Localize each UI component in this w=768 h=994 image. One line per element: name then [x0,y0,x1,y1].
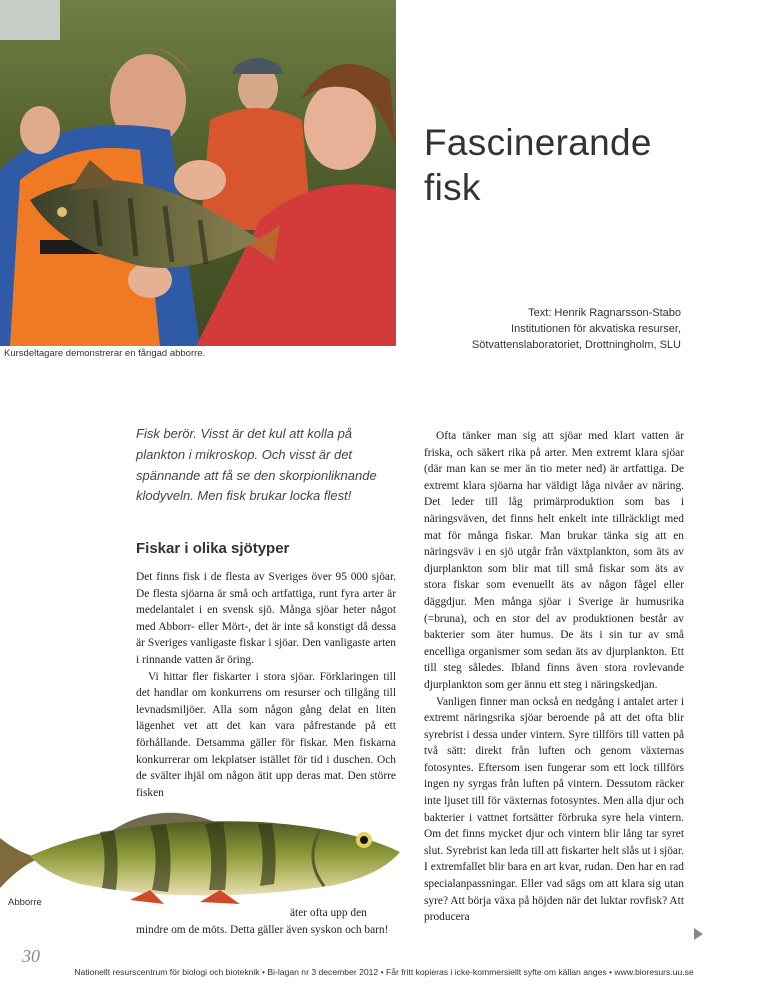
right-paragraph-2: Vanligen finner man också en nedgång i antalet arter i extremt näringsrika sjöar beroende på att det ofta blir syrebrist i dessa under vintern. Syre tillförs till vatten på två sätt: direkt från luften och genom växternas fotosyntes. Eftersom isen fungerar som ett lock tillförs ingen ny syrgas från luften på vintern. Dessutom räcker inte ljuset till för växternas fotosyntes. Men alla djur och bakterier i vattnet fortsätter förbruka syre hela vintern. Om det finns mycket djur och vintern blir lång tar syret slut. Syrebrist kan leda till att fiskarter helt slås ut i sjöar. I extremfallet blir bara en art kvar, rudan. Den har en rad specialanpassningar. Eller vad sägs om att klara sig utan syre? Att börja växa på höjden när det luktar rovfisk? Att producera [424,695,684,924]
title-line-1: Fascinerande [424,122,652,163]
right-paragraph-1: Ofta tänker man sig att sjöar med klart vatten är friska, och säkert rika på arter. Men extremt klara sjöar (där man kan se mer än tio meter ned) är artfattiga. De extremt klara sjöarna har väldigt låga nivåer av näring. Det leder till låg primärproduktion som bas i näringsväven, det finns helt enkelt inte tillräckligt med mat för många fiskar. Man brukar tänka sig att en näringsväv i en sjö utgår från växtplankton, som äts av djurplankton som blir mat till små fiskar som äts av stora fiskar som evenuellt äts av någon fågel eller däggdjur. Men många sjöar i Sverige är humusrika (=bruna), och en stor del av produktionen består av bakterier som äter humus. De äts i sin tur av små encelliga organismer som sedan äts av djurplankton. Ett till steg således. Ibland finns även stora rovlevande djurplankton som ger ännu ett steg i näringskedjan. [424,430,684,691]
left-paragraph-2: Vi hittar fler fiskarter i stora sjöar. Förklaringen till det handlar om konkurrens om resurser och tillgång till levnadsmiljöer. Alla som någon gång delat en liten lägenhet vet att det kan vara påfrestande på ett förhållande. Detsamma gäller för fiskar. Men fiskarna konkurrerar om lekplatser istället för tid i duschen. Och de svälter ihjäl om någon ätit upp deras mat. Den större fisken [136,670,396,799]
left-tail-rest: mindre om de möts. Detta gäller även syskon och barn! [136,923,389,936]
photo-illustration [0,0,396,346]
fish-caption: Abborre [8,897,42,908]
lead-paragraph: Fisk berör. Visst är det kul att kolla på plankton i mikroskop. Och visst är det spännande att få se den skorpionliknande klodyveln. Men fisk brukar locka flest! [136,426,377,504]
author-credit [472,305,681,353]
photo-caption: Kursdeltagare demonstrerar en fångad abborre. [4,348,206,359]
continue-arrow-icon [694,928,703,940]
left-paragraph-1: Det finns fisk i de flesta av Sveriges över 95 000 sjöar. De flesta sjöarna är små och artfattiga, runt fyra arter är medelantalet i en svensk sjö. Många sjöar heter något med Abborr- eller Mört-, det är inte så konstigt då dessa är Sveriges vanligaste fiskar i sjöar. Den vanligaste arten i rinnande vatten är öring. [136,571,396,666]
course-photo [0,0,396,346]
credit-line-2: Institutionen för akvatiska resurser, [511,323,681,335]
section-heading: Fiskar i olika sjötyper [136,540,290,557]
left-column-tail [136,905,396,938]
left-tail-line-1: äter ofta upp den [290,907,367,919]
page-number: 30 [22,946,40,966]
credit-line-1: Text: Henrik Ragnarsson-Stabo [528,307,681,319]
perch-icon [0,798,404,906]
right-column [424,428,684,926]
page-footer: Nationellt resurscentrum för biologi och bioteknik • Bi-lagan nr 3 december 2012 • Får fritt kopieras i icke-kommersiellt syfte om källan anges • www.bioresurs.uu.se [74,967,694,977]
perch-illustration [0,798,404,906]
title-line-2: fisk [424,167,481,209]
page-title [424,120,652,210]
left-column [136,569,396,801]
credit-line-3: Sötvattenslaboratoriet, Drottningholm, SLU [471,339,681,351]
